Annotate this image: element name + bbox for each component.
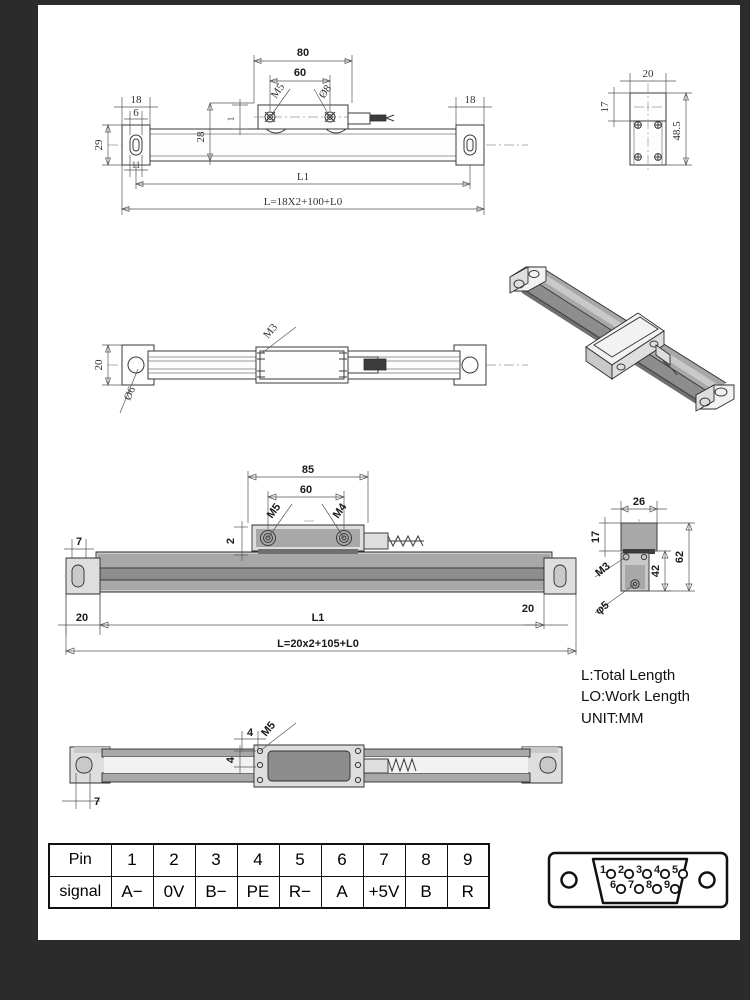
dim-hside-7-label: 7 [94, 796, 101, 808]
signal-cell: +5V [363, 876, 405, 908]
dim-80-label: 80 [296, 47, 310, 59]
view-heavy-scale-end [543, 485, 708, 635]
label-m3: M3 [261, 321, 281, 341]
label-heavy-m3: M3 [593, 560, 613, 580]
dim-side-20-label: 20 [93, 359, 105, 371]
dim-heavy-l1 [100, 594, 544, 629]
dim-heavy-7-label: 7 [75, 536, 83, 548]
dim-heavy-7 [64, 536, 94, 558]
hside-gland [364, 759, 388, 773]
db9-pin-4-hole [661, 870, 669, 878]
db9-pin-1-label: 1 [600, 864, 607, 876]
end-block-right [456, 125, 484, 165]
signal-cell: A [321, 876, 363, 908]
pin-cell: 6 [321, 844, 363, 876]
db9-pin-3-label: 3 [636, 864, 643, 876]
table-row-signal [49, 876, 489, 908]
side-cable [364, 359, 386, 370]
table-row-pin [49, 844, 489, 876]
db9-pin-6-label: 6 [610, 879, 617, 891]
heavy-head-foot [258, 549, 358, 554]
dim-heavy-2-label: 2 [225, 537, 237, 545]
dim-29-label: 29 [93, 139, 105, 151]
signal-cell: 0V [153, 876, 195, 908]
dim-85-label: 85 [301, 464, 315, 476]
dim-18-right-label: 18 [464, 94, 476, 106]
db9-pin-6-hole [617, 885, 625, 893]
view-thin-scale-end [588, 55, 728, 185]
db9-pin-8-label: 8 [646, 879, 653, 891]
signal-cell: R− [279, 876, 321, 908]
end-block-left [122, 125, 150, 165]
signal-cell: R [447, 876, 489, 908]
dim-heavy-l1-label: L1 [311, 612, 325, 624]
cable-tail [386, 115, 394, 121]
dim-28-label: 28 [195, 131, 207, 143]
dim-hside-4-top-label: 4 [246, 727, 254, 739]
legend-total-length: L:Total Length [581, 667, 676, 684]
db9-pin-2-hole [625, 870, 633, 878]
pin-cell: 5 [279, 844, 321, 876]
legend-unit: UNIT:MM [581, 709, 644, 727]
dim-26-label: 26 [632, 496, 646, 508]
dim-heavy-20-left-label: 20 [75, 612, 89, 624]
dim-11-label: 11 [131, 160, 141, 170]
heavy-body-upper [98, 554, 550, 568]
pin-cell: 2 [153, 844, 195, 876]
label-heavy-m4: M4 [330, 501, 350, 521]
label-m5: M5 [268, 81, 288, 101]
signal-cell: B [405, 876, 447, 908]
dim-48-5 [666, 93, 692, 165]
label-heavy-m5: M5 [264, 501, 284, 521]
view-thin-scale-side [58, 317, 538, 427]
dim-62-label: 62 [674, 550, 686, 564]
db9-pinout-table [48, 843, 490, 909]
heavy-body-lower [98, 580, 550, 590]
legend-block [581, 665, 690, 729]
dim-60-label: 60 [293, 67, 307, 79]
db9-pin-9-label: 9 [664, 879, 671, 891]
db9-pin-1-hole [607, 870, 615, 878]
dim-20-label: 20 [642, 68, 654, 80]
pin-cell: 1 [111, 844, 153, 876]
view-heavy-scale-front [56, 457, 576, 662]
dim-gap-label: 1 [226, 116, 236, 122]
signal-cell: PE [237, 876, 279, 908]
heavy-gland [364, 533, 388, 549]
pin-cell: 7 [363, 844, 405, 876]
view-isometric-render [488, 255, 748, 415]
signal-cell: B− [195, 876, 237, 908]
row-header-pin: Pin [49, 844, 111, 876]
label-dia8: Ø8 [316, 82, 335, 101]
dim-17 [599, 87, 630, 127]
db9-pin-4-label: 4 [654, 864, 661, 876]
dim-48-5-label: 48.5 [671, 121, 683, 141]
cable-boot [370, 115, 386, 121]
row-header-signal: signal [49, 876, 111, 908]
dim-17-label: 17 [599, 101, 611, 113]
db9-pin-5-hole [679, 870, 687, 878]
label-dia6: Ø6 [121, 385, 139, 403]
hside-slot-left [76, 757, 92, 773]
signal-cell: A− [111, 876, 153, 908]
heavy-spring [388, 536, 424, 546]
db9-pin-3-hole [643, 870, 651, 878]
pin-cell: 3 [195, 844, 237, 876]
dim-heavy-20-right-label: 20 [521, 603, 535, 615]
label-hside-m5: M5 [259, 719, 279, 739]
dim-18-left-label: 18 [130, 94, 142, 106]
view-heavy-scale-side [56, 717, 576, 822]
dim-heavy-total-label: L=20x2+105+L0 [277, 638, 359, 650]
drawing-page [38, 5, 740, 940]
view-thin-scale-front [58, 37, 538, 227]
label-dia5: φ5 [593, 599, 612, 618]
db9-mount-hole-right [700, 873, 715, 888]
side-carriage [256, 347, 348, 383]
legend-work-length: LO:Work Length [581, 688, 690, 706]
dim-42 [649, 551, 671, 591]
db9-pin-5-label: 5 [672, 864, 679, 876]
dim-18-right [448, 94, 492, 125]
dim-6-label: 6 [133, 107, 139, 119]
dim-42-label: 42 [650, 564, 662, 578]
dim-heavy-total [66, 594, 576, 655]
db9-mount-hole-left [562, 873, 577, 888]
heavy-body-groove [98, 568, 550, 580]
hside-carriage-window [268, 751, 350, 781]
dim-26 [611, 496, 667, 523]
dim-l1-label: L1 [296, 171, 310, 183]
dim-heavy-60-label: 60 [299, 484, 313, 496]
view-db9-connector [543, 843, 733, 923]
dim-l1 [136, 165, 470, 189]
pin-cell: 9 [447, 844, 489, 876]
db9-pin-9-hole [671, 885, 679, 893]
dim-heavy-17 [590, 517, 621, 557]
db9-pin-7-label: 7 [628, 879, 635, 891]
db9-pin-8-hole [653, 885, 661, 893]
cable-gland [348, 113, 370, 124]
db9-pin-2-label: 2 [618, 864, 625, 876]
hside-slot-right [540, 757, 556, 773]
pin-cell: 8 [405, 844, 447, 876]
dim-hside-4-side-label: 4 [225, 756, 237, 764]
dim-heavy-17-label: 17 [590, 530, 602, 544]
pin-cell: 4 [237, 844, 279, 876]
dim-total-label: L=18X2+100+L0 [263, 196, 343, 208]
db9-pin-7-hole [635, 885, 643, 893]
heavy-slot-left [72, 565, 84, 587]
heavy-end-upper [621, 523, 657, 551]
